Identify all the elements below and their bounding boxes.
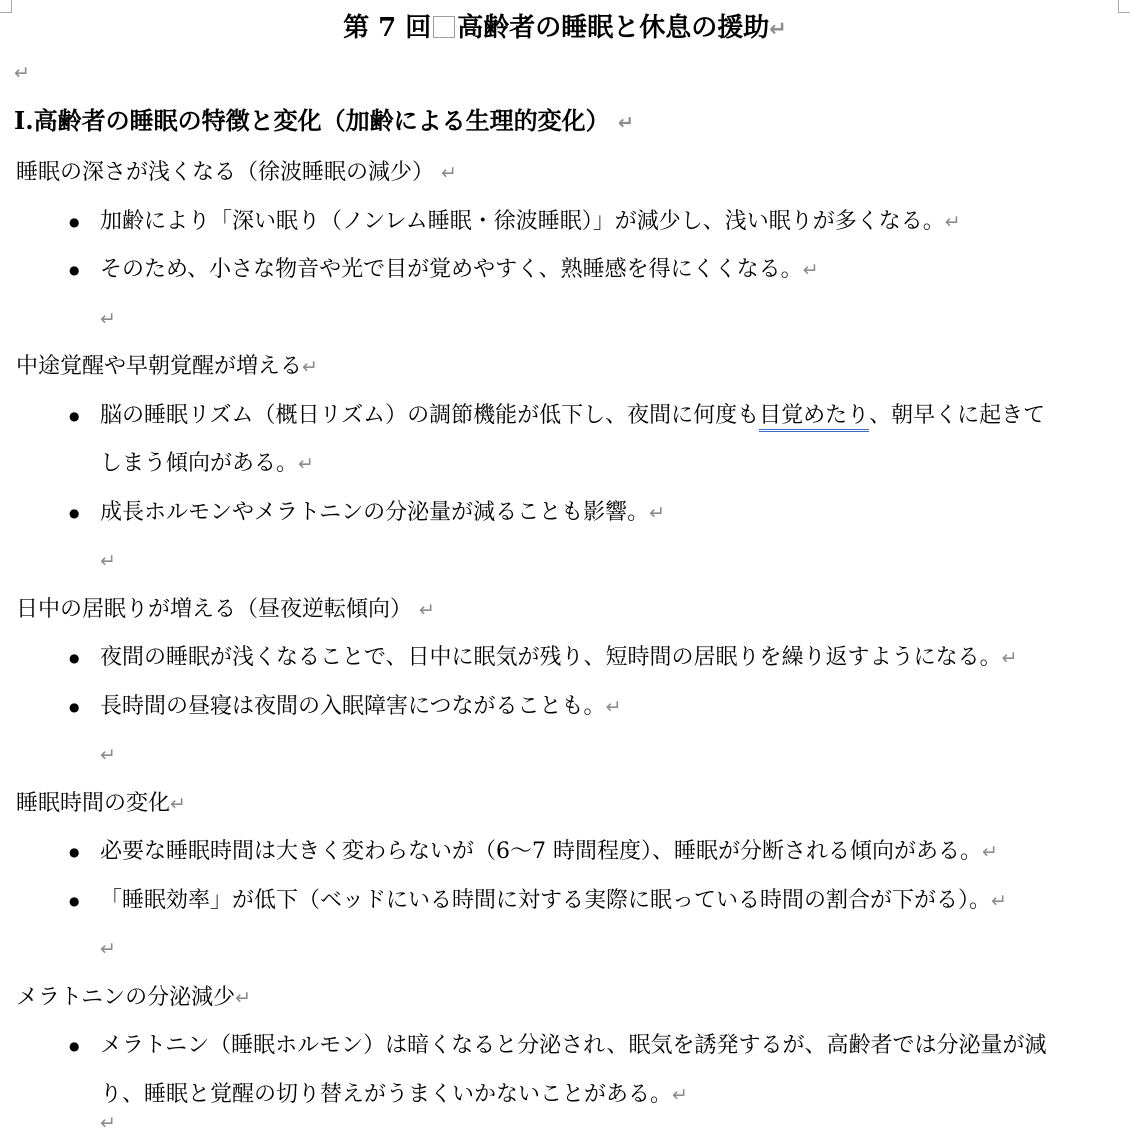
paragraph-mark-icon: ↵ [302, 356, 318, 378]
bullet-icon: ● [69, 699, 80, 714]
bullet-text: 、朝早くに起きて [869, 402, 1046, 428]
paragraph-mark-icon: ↵ [769, 17, 787, 41]
empty-paragraph [0, 731, 1130, 780]
bullet-item [0, 828, 1130, 877]
empty-paragraph [0, 537, 1130, 586]
bullet-item [0, 634, 1130, 683]
subsection-header [0, 974, 1130, 1023]
paragraph-mark-icon: ↵ [802, 259, 819, 281]
paragraph-mark-icon: ↵ [1001, 647, 1018, 669]
bullet-icon: ● [69, 214, 80, 229]
bullet-text: メラトニン（睡眠ホルモン）は暗くなると分泌され、眠気を誘発するが、高齢者では分泌量が減 [100, 1033, 1047, 1058]
subsection-header [0, 780, 1130, 829]
bullet-text: 長時間の昼寝は夜間の入眠障害につながることも。 [100, 693, 606, 719]
bullet-icon: ● [69, 651, 80, 665]
document-title [0, 0, 1130, 51]
bullet-text: 脳の睡眠リズム（概日リズム）の調節機能が低下し、夜間に何度も [100, 402, 760, 428]
subsection-header-text: 中途覚醒や早朝覚醒が増える [16, 354, 303, 379]
subsection-header [0, 586, 1130, 635]
bullet-icon: ● [69, 893, 80, 908]
bullet-item [0, 1022, 1130, 1071]
paragraph-mark-icon: ↵ [991, 889, 1007, 912]
paragraph-mark-icon: ↵ [100, 1112, 116, 1134]
bullet-icon: ● [69, 505, 80, 520]
paragraph-mark-icon: ↵ [944, 210, 961, 233]
subsection-header [0, 343, 1130, 392]
empty-paragraph [0, 925, 1130, 974]
paragraph-mark-icon: ↵ [100, 550, 116, 572]
fullwidth-space-mark-icon [433, 16, 455, 38]
bullet-icon: ● [69, 263, 80, 277]
paragraph-mark-icon: ↵ [649, 501, 666, 524]
paragraph-mark-icon: ↵ [441, 162, 457, 184]
bullet-item-continuation [0, 1071, 1130, 1120]
bullet-text: 必要な睡眠時間は大きく変わらないが（6～7 時間程度）、睡眠が分断される傾向がある。 [100, 839, 982, 864]
paragraph-mark-icon: ↵ [419, 598, 435, 621]
paragraph-mark-icon: ↵ [100, 744, 116, 766]
empty-paragraph [0, 51, 1130, 95]
paragraph-mark-icon: ↵ [982, 841, 998, 863]
bullet-item-continuation [0, 440, 1130, 489]
bullet-text: しまう傾向がある。 [100, 451, 299, 476]
subsection-header [0, 149, 1130, 198]
paragraph-mark-icon: ↵ [672, 1083, 688, 1106]
paragraph-mark-icon: ↵ [100, 307, 116, 330]
title-text-1: 第 7 回 [343, 13, 432, 43]
paragraph-mark-icon: ↵ [170, 792, 186, 815]
paragraph-mark-icon: ↵ [235, 986, 252, 1009]
bullet-text: そのため、小さな物音や光で目が覚めやすく、熟睡感を得にくくなる。 [100, 257, 803, 282]
bullet-icon: ● [69, 1039, 80, 1053]
paragraph-mark-icon: ↵ [617, 112, 634, 134]
subsection-header-text: 睡眠の深さが浅くなる（徐波睡眠の減少） [16, 160, 435, 185]
bullet-text: り、睡眠と覚醒の切り替えがうまくいかないことがある。 [100, 1081, 673, 1107]
bullet-item [0, 877, 1130, 926]
paragraph-mark-icon: ↵ [605, 695, 622, 718]
paragraph-mark-icon: ↵ [14, 62, 30, 84]
section-heading [0, 95, 1130, 149]
bullet-icon: ● [69, 408, 80, 423]
subsection-header-text: メラトニンの分泌減少 [16, 984, 236, 1010]
subsection-header-text: 睡眠時間の変化 [16, 790, 171, 816]
bullet-item [0, 246, 1130, 295]
bullet-item [0, 392, 1130, 441]
bullet-text: 夜間の睡眠が浅くなることで、日中に眠気が残り、短時間の居眠りを繰り返すようになる。 [100, 645, 1002, 670]
bullet-icon: ● [69, 845, 80, 859]
empty-paragraph [100, 1112, 116, 1134]
subsection-header-text: 日中の居眠りが増える（昼夜逆転傾向） [16, 596, 413, 622]
bullet-text: 「睡眠効率」が低下（ベッドにいる時間に対する実際に眠っている時間の割合が下がる）。 [100, 887, 992, 913]
bullet-item [0, 683, 1130, 732]
title-text-2: 高齢者の睡眠と休息の援助 [457, 13, 770, 43]
bullet-item [0, 198, 1130, 247]
paragraph-mark-icon: ↵ [100, 938, 116, 960]
bullet-item [0, 489, 1130, 538]
heading-text: Ⅰ.高齢者の睡眠の特徴と変化（加齢による生理的変化） [14, 106, 610, 135]
paragraph-mark-icon: ↵ [298, 453, 314, 475]
empty-paragraph [0, 295, 1130, 344]
grammar-check-underlined-text: 目覚めたり [759, 403, 869, 432]
bullet-text: 加齢により「深い眠り（ノンレム睡眠・徐波睡眠）」が減少し、浅い眠りが多くなる。 [100, 208, 945, 234]
bullet-text: 成長ホルモンやメラトニンの分泌量が減ることも影響。 [100, 499, 650, 525]
